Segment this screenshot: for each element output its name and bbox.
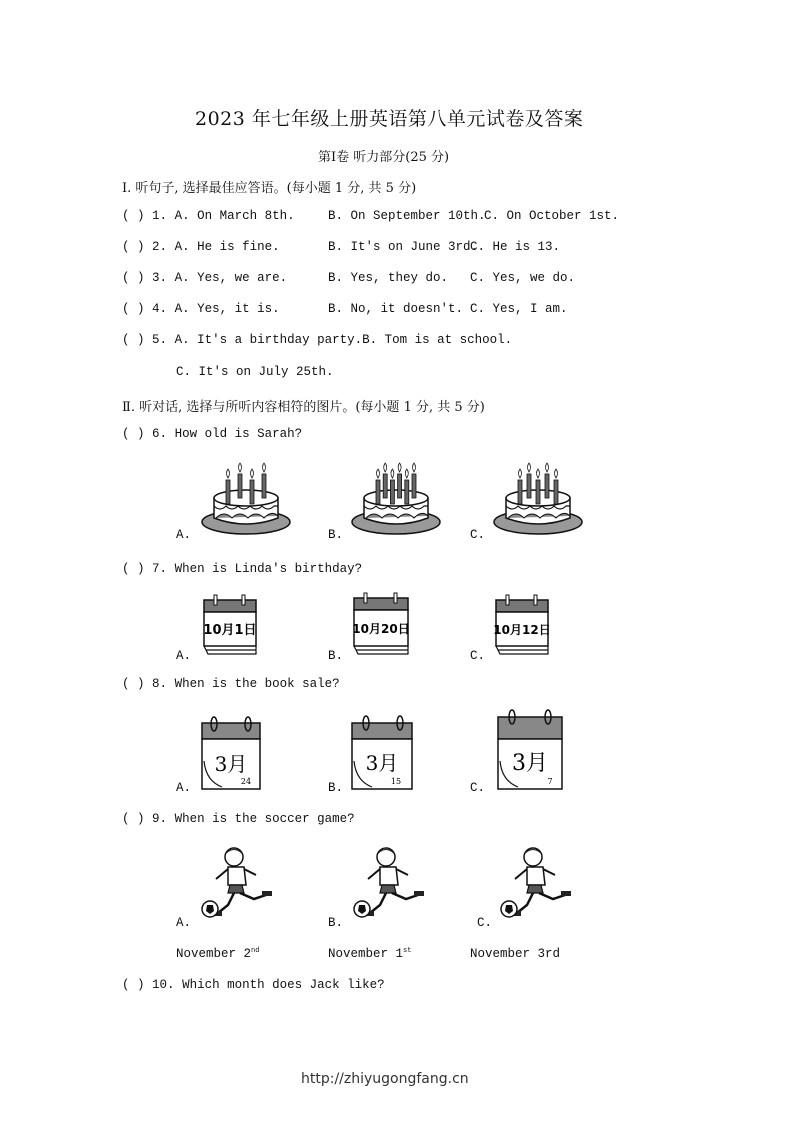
q3-option-b: B. Yes, they do. <box>328 271 449 285</box>
q7-option-c: C. <box>470 649 486 663</box>
calendar-image-b <box>350 590 412 656</box>
section1-heading: Ⅰ. 听句子, 选择最佳应答语。(每小题 1 分, 共 5 分) <box>122 181 417 196</box>
q9-option-b: B. <box>328 916 344 930</box>
question-6: ( ) 6. How old is Sarah? <box>122 427 303 441</box>
q1-option-b: B. On September 10th. <box>328 209 486 223</box>
q8-option-b: B. <box>328 781 344 795</box>
q6-option-a: A. <box>176 528 192 542</box>
calendar-image-a <box>200 592 260 656</box>
answer-blank[interactable]: ( ) <box>122 677 145 691</box>
soccer-player-image-a <box>198 845 282 921</box>
calendar-month: 3月 <box>365 751 399 775</box>
cake-image-a <box>200 462 292 536</box>
calendar-date: 10月1日 <box>203 623 257 638</box>
month-calendar-a <box>200 715 262 791</box>
q2-option-b: B. It's on June 3rd. <box>328 240 479 254</box>
month-calendar-b <box>350 713 414 791</box>
question-5: ( ) 5. A. It's a birthday party.B. Tom is at school. <box>122 333 513 347</box>
question-1: ( ) 1. A. On March 8th. <box>122 209 295 223</box>
q9-date-b: November 1st <box>328 947 412 962</box>
q4-option-c: C. Yes, I am. <box>470 302 568 316</box>
q9-date-a: November 2nd <box>176 947 260 962</box>
q6-option-b: B. <box>328 528 344 542</box>
question-8: ( ) 8. When is the book sale? <box>122 677 340 691</box>
q8-option-c: C. <box>470 781 486 795</box>
answer-blank[interactable]: ( ) <box>122 978 145 992</box>
page-title: 2023 年七年级上册英语第八单元试卷及答案 <box>195 108 584 130</box>
answer-blank[interactable]: ( ) <box>122 271 145 285</box>
q7-option-b: B. <box>328 649 344 663</box>
calendar-day: 15 <box>390 777 402 786</box>
q9-option-c: C. <box>477 916 493 930</box>
answer-blank[interactable]: ( ) <box>122 562 145 576</box>
q1-option-c: C. On October 1st. <box>484 209 620 223</box>
q4-option-b: B. No, it doesn't. <box>328 302 464 316</box>
calendar-month: 3月 <box>512 751 548 776</box>
question-4: ( ) 4. A. Yes, it is. <box>122 302 280 316</box>
answer-blank[interactable]: ( ) <box>122 209 145 223</box>
question-7: ( ) 7. When is Linda's birthday? <box>122 562 363 576</box>
q6-option-c: C. <box>470 528 486 542</box>
section2-heading: Ⅱ. 听对话, 选择与所听内容相符的图片。(每小题 1 分, 共 5 分) <box>122 400 485 415</box>
question-10: ( ) 10. Which month does Jack like? <box>122 978 385 992</box>
question-3: ( ) 3. A. Yes, we are. <box>122 271 288 285</box>
calendar-date: 10月20日 <box>352 622 410 636</box>
q9-option-a: A. <box>176 916 192 930</box>
q3-option-c: C. Yes, we do. <box>470 271 576 285</box>
answer-blank[interactable]: ( ) <box>122 812 145 826</box>
answer-blank[interactable]: ( ) <box>122 240 145 254</box>
soccer-player-image-c <box>497 845 581 921</box>
calendar-month: 3月 <box>214 752 248 776</box>
calendar-day: 24 <box>240 777 252 786</box>
answer-blank[interactable]: ( ) <box>122 302 145 316</box>
calendar-day: 7 <box>547 777 553 786</box>
calendar-date: 10月12日 <box>493 623 551 637</box>
cake-image-c <box>492 462 584 536</box>
q8-option-a: A. <box>176 781 192 795</box>
soccer-player-image-b <box>350 845 434 921</box>
part-subtitle: 第Ⅰ卷 听力部分(25 分) <box>318 150 450 165</box>
footer-url[interactable]: http://zhiyugongfang.cn <box>301 1071 469 1087</box>
answer-blank[interactable]: ( ) <box>122 333 145 347</box>
question-2: ( ) 2. A. He is fine. <box>122 240 280 254</box>
calendar-image-c <box>492 592 552 656</box>
cake-image-b <box>350 462 442 536</box>
q5-option-c: C. It's on July 25th. <box>176 365 334 379</box>
q7-option-a: A. <box>176 649 192 663</box>
answer-blank[interactable]: ( ) <box>122 427 145 441</box>
month-calendar-c <box>496 707 564 791</box>
q2-option-c: C. He is 13. <box>470 240 561 254</box>
question-9: ( ) 9. When is the soccer game? <box>122 812 355 826</box>
q9-date-c: November 3rd <box>470 947 561 962</box>
